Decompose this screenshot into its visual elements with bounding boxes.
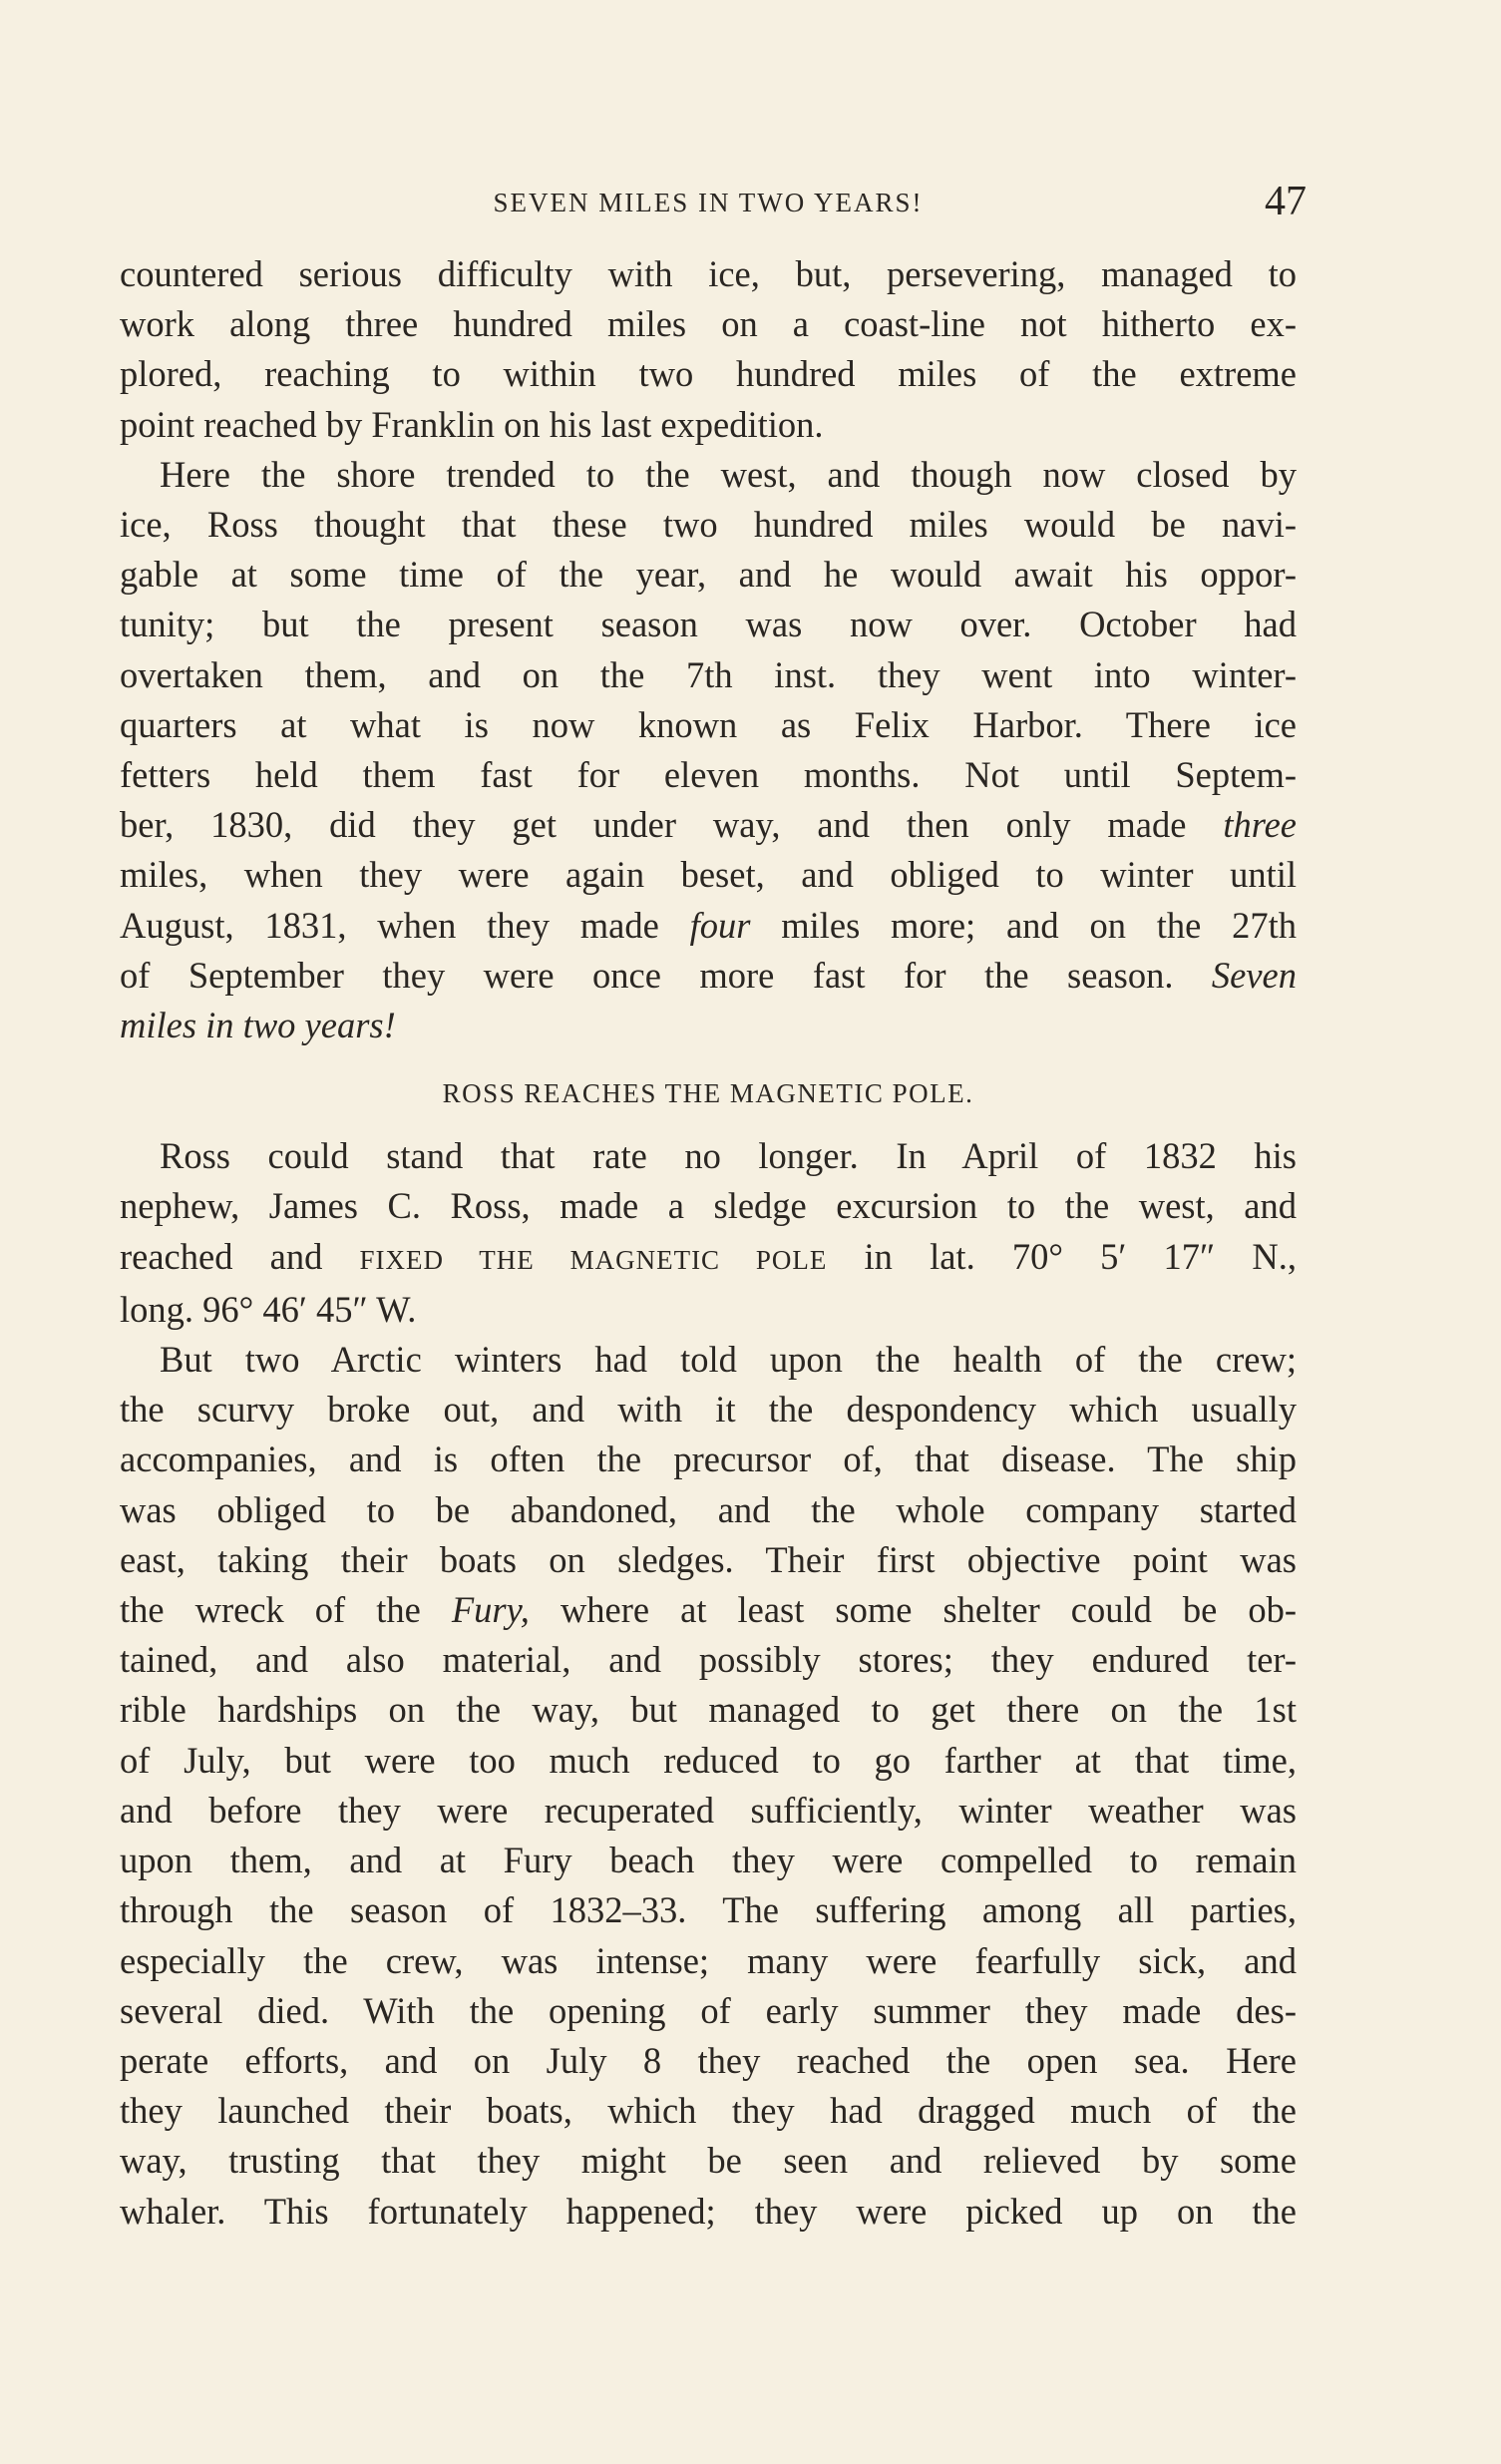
book-page: [120, 170, 1307, 2237]
text-line: [120, 901, 1297, 951]
text-line: fetters held them fast for eleven months. Not until Septem-: [120, 754, 1297, 796]
text-line: of July, but were too much reduced to go farther at that time,: [120, 1739, 1297, 1781]
running-title: SEVEN MILES IN TWO YEARS!: [493, 188, 924, 217]
italic-text: Seven: [1211, 954, 1298, 996]
text-line: perate efforts, and on July 8 they reached the open sea. Here: [120, 2039, 1297, 2081]
text-line: work along three hundred miles on a coast-line not hitherto ex-: [120, 303, 1297, 345]
text-line: [120, 1131, 1297, 1181]
text-line: miles, when they were again beset, and obliged to winter until: [120, 854, 1297, 896]
paragraph-1: [120, 249, 1297, 450]
text-segment: in lat. 70° 5′ 17″ N.,: [864, 1235, 1298, 1277]
text-line: [120, 1335, 1297, 1385]
italic-text: miles in two years!: [120, 1005, 396, 1046]
text-line: rible hardships on the way, but managed to get there on the 1st: [120, 1689, 1297, 1731]
text-line: gable at some time of the year, and he would await his oppor-: [120, 554, 1297, 596]
text-line: they launched their boats, which they had dragged much of the: [120, 2090, 1297, 2132]
text-segment: August, 1831, when they made: [120, 904, 659, 946]
text-line: the scurvy broke out, and with it the despondency which usually: [120, 1389, 1297, 1431]
text-segment: Here the shore trended to the west, and though now closed by: [160, 453, 1297, 495]
text-line: overtaken them, and on the 7th inst. they went into winter-: [120, 653, 1297, 695]
text-line: several died. With the opening of early summer they made des-: [120, 1989, 1297, 2031]
text-line: point reached by Franklin on his last expedition.: [120, 403, 824, 445]
italic-text: four: [689, 904, 751, 946]
text-line: ice, Ross thought that these two hundred miles would be navi-: [120, 504, 1297, 546]
text-line: was obliged to be abandoned, and the whole company started: [120, 1488, 1297, 1530]
italic-text: Fury,: [451, 1589, 530, 1631]
text-line: quarters at what is now known as Felix Harbor. There ice: [120, 703, 1297, 745]
paragraph-3: [120, 1131, 1297, 1335]
running-head: [120, 170, 1307, 229]
text-line: long. 96° 46′ 45″ W.: [120, 1288, 417, 1330]
text-line: upon them, and at Fury beach they were compelled to remain: [120, 1840, 1297, 1881]
text-line: [120, 951, 1297, 1001]
italic-text: three: [1223, 804, 1297, 846]
text-segment: of September they were once more fast for the season.: [120, 954, 1174, 996]
text-line: east, taking their boats on sledges. Their first objective point was: [120, 1538, 1297, 1580]
text-line: tunity; but the present season was now over. October had: [120, 604, 1297, 645]
text-line: [120, 1232, 1297, 1285]
text-segment: the wreck of the: [120, 1589, 421, 1631]
paragraph-2: [120, 450, 1297, 1050]
body-text: [120, 249, 1297, 2237]
text-line: accompanies, and is often the precursor of, that disease. The ship: [120, 1438, 1297, 1480]
text-line: [120, 1001, 1297, 1050]
text-segment: miles more; and on the 27th: [781, 904, 1297, 946]
paragraph-4: [120, 1335, 1297, 2237]
section-heading: ROSS REACHES THE MAGNETIC POLE.: [442, 1078, 974, 1109]
text-line: [120, 450, 1297, 500]
text-line: countered serious difficulty with ice, but, persevering, managed to: [120, 253, 1297, 294]
text-segment: where at least some shelter could be ob-: [560, 1589, 1298, 1631]
text-line: and before they were recuperated sufficiently, winter weather was: [120, 1789, 1297, 1831]
text-line: tained, and also material, and possibly stores; they endured ter-: [120, 1639, 1297, 1681]
text-line: [120, 1585, 1297, 1635]
text-line: plored, reaching to within two hundred miles of the extreme: [120, 353, 1297, 395]
text-segment: ber, 1830, did they get under way, and then only made: [120, 804, 1187, 846]
smallcaps-text: FIXED THE MAGNETIC POLE: [359, 1244, 828, 1275]
text-line: way, trusting that they might be seen and relieved by some: [120, 2140, 1297, 2182]
page-number: 47: [1265, 179, 1307, 224]
text-line: through the season of 1832–33. The suffering among all parties,: [120, 1889, 1297, 1931]
text-line: nephew, James C. Ross, made a sledge excursion to the west, and: [120, 1185, 1297, 1227]
text-segment: reached and: [120, 1235, 323, 1277]
text-segment: Ross could stand that rate no longer. In April of 1832 his: [160, 1135, 1297, 1177]
text-line: [120, 800, 1297, 850]
text-segment: But two Arctic winters had told upon the health of the crew;: [160, 1339, 1297, 1381]
text-line: whaler. This fortunately happened; they were picked up on the: [120, 2190, 1297, 2232]
text-line: especially the crew, was intense; many were fearfully sick, and: [120, 1939, 1297, 1981]
